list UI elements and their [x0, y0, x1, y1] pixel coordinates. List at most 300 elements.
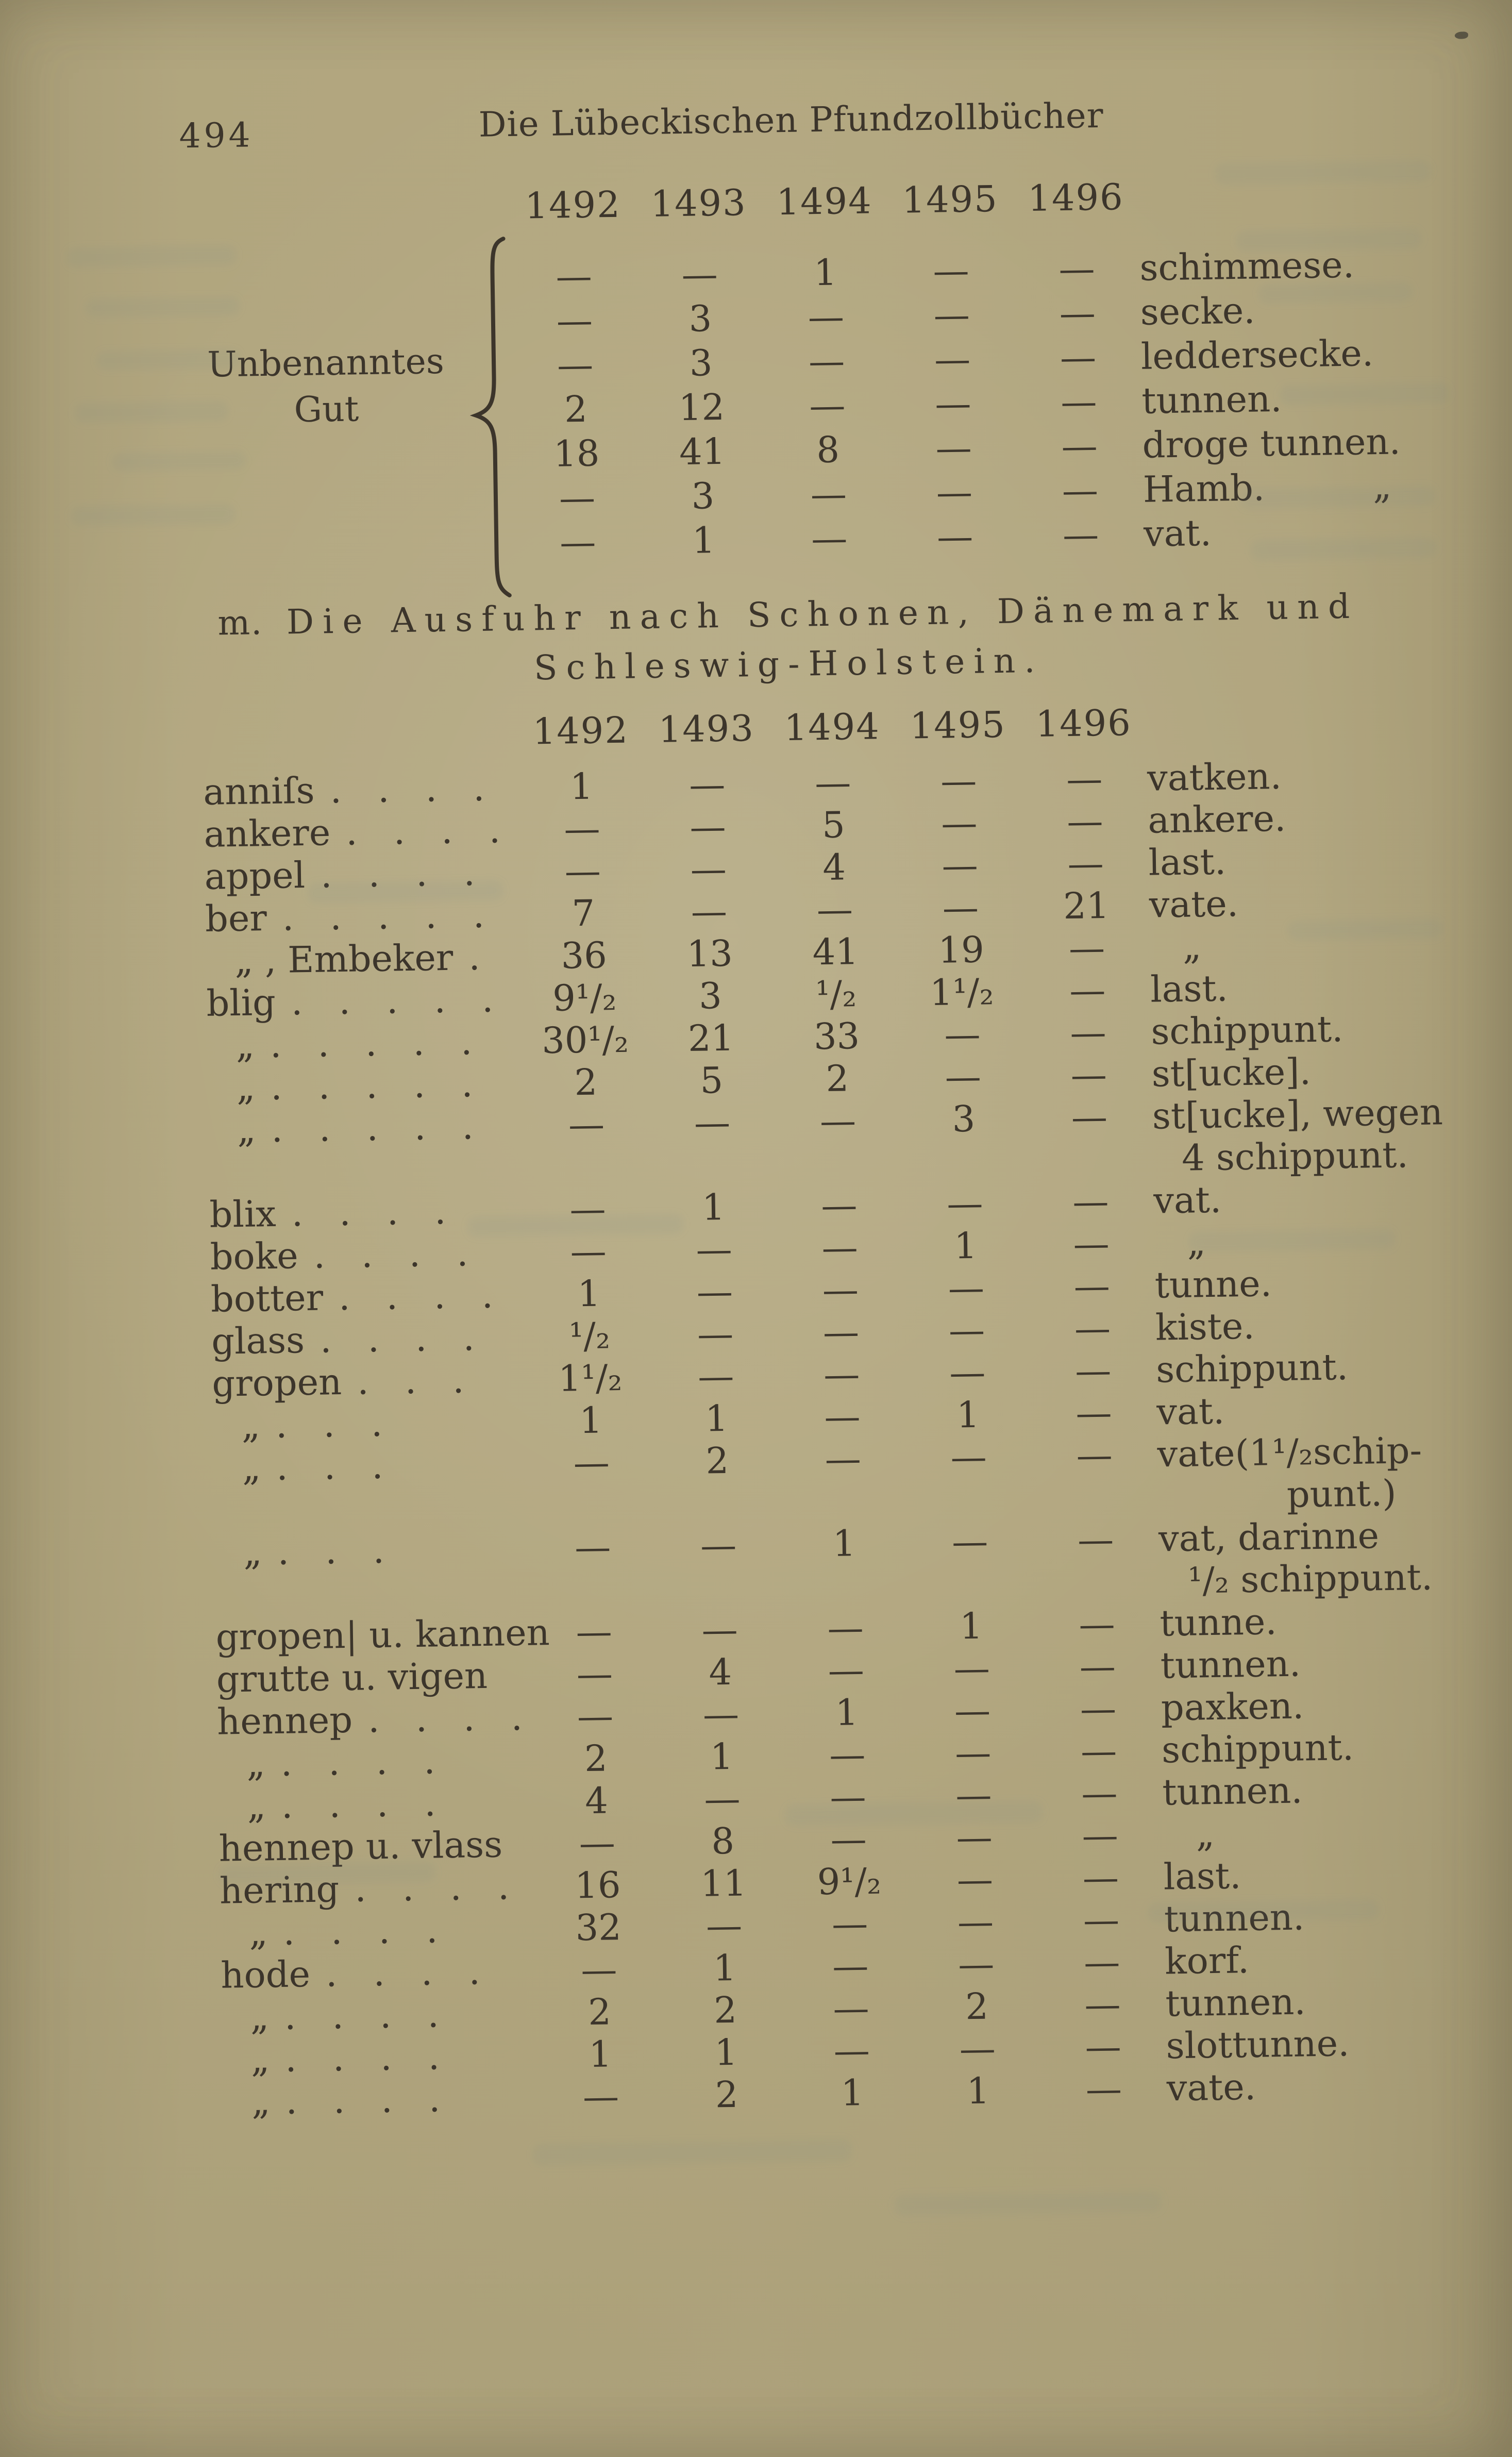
commodity-name: hennep u. vlass — [219, 1823, 503, 1870]
value-1492: 36 — [561, 934, 608, 977]
unit-label — [1149, 879, 1490, 926]
commodity-name: ankere — [204, 811, 331, 856]
unit-line1: slottunne. — [1166, 2022, 1350, 2067]
bleed-through-smudge — [1189, 1229, 1396, 1252]
value-1496: — — [1068, 926, 1105, 970]
value-1494: — — [810, 473, 847, 516]
leader-dots: . . . — [275, 1402, 384, 1446]
year-column-header: 1494 — [776, 179, 873, 224]
value-1495: — — [940, 759, 977, 803]
value-1494: — — [833, 2029, 870, 2072]
commodity-name: hering — [219, 1868, 340, 1912]
unit-line2: ¹/₂ schippunt. — [1187, 1556, 1433, 1602]
ink-speck — [1455, 31, 1468, 39]
value-1493: 3 — [698, 974, 723, 1017]
leader-dots: . . . . — [281, 1782, 438, 1827]
page-number: 494 — [178, 115, 254, 156]
value-1495: — — [956, 1858, 994, 1901]
year-column-header: 1495 — [901, 177, 999, 222]
unit-line1: tunnen. — [1160, 1642, 1301, 1687]
unit-label — [1163, 1851, 1505, 1898]
value-1496: — — [1074, 1349, 1112, 1392]
value-1492: 7 — [572, 892, 595, 935]
value-1494: — — [829, 1733, 866, 1777]
commodity-name: „ — [243, 1531, 263, 1574]
unit-label — [1154, 1259, 1496, 1307]
unit-label: leddersecke. — [1140, 332, 1374, 378]
value-1495: — — [954, 1731, 992, 1775]
value-1493: 8 — [711, 1819, 735, 1863]
value-1494: — — [808, 295, 845, 339]
value-1495: — — [949, 1351, 986, 1394]
value-1495: — — [957, 1900, 994, 1944]
value-1492: 1 — [579, 1399, 603, 1442]
commodity-name: „ — [248, 1911, 268, 1954]
unit-line1: vat, darinne — [1158, 1514, 1380, 1560]
running-title: Die Lübeckischen Pfundzollbücher — [478, 95, 1104, 145]
value-1496: — — [1058, 247, 1096, 291]
unit-line1: „ — [1186, 1221, 1206, 1264]
value-1495: — — [953, 1647, 990, 1690]
value-1495: — — [955, 1774, 993, 1817]
value-1495: — — [944, 1013, 981, 1056]
commodity-label — [214, 1527, 530, 1574]
bleed-through-smudge — [1287, 918, 1442, 940]
value-1496: — — [1066, 799, 1104, 843]
value-1493: 1 — [714, 2031, 738, 2074]
value-1493: 11 — [700, 1862, 747, 1905]
unit-line1: kiste. — [1155, 1305, 1255, 1349]
value-1496: — — [1076, 1433, 1113, 1477]
value-1493: — — [690, 847, 727, 891]
commodity-label — [206, 978, 522, 1025]
value-1492: — — [559, 521, 596, 564]
value-1495: — — [932, 249, 970, 292]
bleed-through-smudge — [85, 296, 240, 318]
value-1493: 1 — [692, 519, 716, 562]
value-1494: — — [823, 1353, 860, 1396]
value-1492: — — [580, 1948, 617, 1992]
value-1492: 1 — [577, 1272, 601, 1315]
year-column-header: 1493 — [650, 181, 747, 225]
value-1494: — — [816, 888, 853, 931]
value-1493: 5 — [699, 1059, 724, 1102]
value-1493: 3 — [688, 297, 712, 340]
value-1494: 2 — [825, 1057, 849, 1100]
commodity-label — [221, 1950, 536, 1997]
value-1495: — — [936, 515, 973, 558]
value-1494: — — [827, 1607, 864, 1650]
value-1494: — — [809, 384, 846, 427]
leader-dots: . . . . — [280, 1740, 436, 1784]
value-1492: — — [576, 1652, 613, 1696]
value-1494: — — [820, 1184, 858, 1227]
value-1492: 32 — [575, 1906, 622, 1949]
value-1492: 2 — [584, 1737, 608, 1780]
year-column-header: 1496 — [1035, 701, 1132, 745]
value-1493: 2 — [705, 1439, 729, 1482]
value-1492: — — [564, 849, 601, 893]
value-1495: 2 — [965, 1985, 989, 2028]
value-1492: 1 — [569, 765, 594, 808]
value-1492: 1¹/₂ — [558, 1356, 623, 1400]
value-1493: — — [702, 1693, 740, 1736]
value-1495: — — [942, 886, 979, 929]
value-1494: — — [811, 517, 848, 560]
commodity-name: grutte u. vigen — [216, 1654, 488, 1701]
value-1496: — — [1077, 1518, 1114, 1561]
bleed-through-smudge — [219, 1861, 436, 1885]
value-1495: — — [951, 1520, 988, 1563]
value-1494: 4 — [822, 846, 846, 889]
value-1492: — — [557, 343, 594, 387]
year-column-header: 1492 — [532, 709, 629, 753]
leader-dots: . . . . — [345, 809, 502, 854]
value-1496: — — [1072, 1222, 1110, 1265]
value-1492: 1 — [588, 2033, 612, 2076]
commodity-label — [212, 1400, 528, 1447]
value-1493: — — [700, 1524, 737, 1567]
unit-label: vat. — [1143, 511, 1212, 555]
leader-dots: . . . . . — [271, 1105, 475, 1150]
leader-dots: . . . . — [338, 1274, 495, 1319]
value-1495: — — [950, 1435, 987, 1479]
leader-dots: . . . . — [329, 766, 486, 812]
leader-dots: . . . . — [282, 1909, 439, 1953]
unit-label — [1155, 1301, 1497, 1349]
value-1494: — — [832, 1944, 869, 1988]
leader-dots: . — [468, 935, 482, 979]
value-1493: 1 — [701, 1185, 726, 1229]
commodity-name: „ , Embeker — [234, 936, 453, 982]
value-1496: — — [1085, 2025, 1122, 2068]
value-1494: — — [830, 1818, 867, 1861]
bleed-through-smudge — [1236, 228, 1422, 252]
bleed-through-smudge — [894, 2191, 1163, 2217]
value-1492: — — [582, 2075, 619, 2118]
value-1494: 9¹/₂ — [817, 1860, 882, 1903]
unit-label — [1151, 1048, 1493, 1095]
unit-label — [1160, 1597, 1501, 1645]
bleed-through-smudge — [70, 504, 236, 527]
value-1493: — — [705, 1904, 743, 1947]
unit-label — [1163, 1809, 1504, 1856]
leader-dots: . . . . — [320, 851, 477, 896]
commodity-label — [204, 809, 519, 856]
value-1496: — — [1066, 757, 1103, 801]
value-1495: 3 — [952, 1097, 976, 1141]
value-1496: — — [1079, 1645, 1116, 1688]
unit-label — [1161, 1682, 1502, 1729]
unit-line1: tunnen. — [1164, 1896, 1305, 1941]
value-1496: — — [1062, 513, 1099, 557]
unit-label — [1157, 1428, 1499, 1518]
value-1492: 4 — [584, 1779, 609, 1823]
unit-line1: vate(1¹/₂schip- — [1157, 1429, 1422, 1476]
value-1496: — — [1083, 1898, 1120, 1942]
value-1496: — — [1069, 968, 1106, 1012]
commodity-label — [208, 1105, 524, 1151]
value-1496: — — [1071, 1095, 1108, 1139]
value-1493: — — [691, 890, 728, 933]
value-1496: — — [1059, 292, 1096, 335]
bleed-through-smudge — [1240, 486, 1436, 509]
unit-label — [1153, 1175, 1495, 1222]
value-1493: 3 — [689, 342, 713, 385]
bleed-through-smudge — [1258, 282, 1414, 304]
commodity-label — [222, 2077, 538, 2124]
unit-label — [1156, 1344, 1498, 1391]
value-1493: 13 — [686, 932, 733, 975]
commodity-label — [221, 1992, 537, 2039]
value-1495: — — [945, 1055, 982, 1098]
value-1492: 2 — [574, 1061, 598, 1104]
value-1493: 1 — [713, 1946, 737, 1990]
value-1496: — — [1083, 1941, 1120, 1984]
value-1492: — — [576, 1610, 613, 1653]
value-1493: 12 — [678, 386, 725, 429]
value-1494: — — [821, 1226, 859, 1269]
unit-line1: tunnen. — [1162, 1769, 1303, 1814]
unit-label — [1166, 2020, 1507, 2067]
value-1496: — — [1082, 1856, 1119, 1899]
unit-line1: vat. — [1153, 1178, 1222, 1222]
value-1495: 1¹/₂ — [929, 971, 995, 1014]
unit-line1: „ — [1182, 925, 1202, 968]
leader-dots: . . . . — [284, 1993, 441, 2038]
leader-dots: . . . . . — [270, 1021, 474, 1066]
unit-line1: vat. — [1156, 1390, 1225, 1433]
unit-label — [1148, 794, 1489, 842]
commodity-name: appel — [204, 854, 306, 898]
value-1495: — — [948, 1266, 985, 1310]
value-1495: — — [934, 338, 971, 381]
group-label-line1: Unbenanntes — [207, 341, 445, 386]
value-1495: — — [933, 293, 970, 337]
value-1493: 2 — [715, 2073, 738, 2116]
value-1495: — — [946, 1182, 984, 1225]
value-1494: — — [832, 1986, 870, 2030]
value-1496: — — [1084, 1983, 1121, 2026]
unit-label: tunnen. — [1141, 377, 1283, 422]
unit-line1: tunne. — [1159, 1600, 1278, 1645]
value-1496: — — [1080, 1687, 1117, 1730]
value-1492: 2 — [587, 1991, 612, 2034]
commodity-label — [218, 1781, 534, 1828]
value-1495: — — [956, 1816, 993, 1859]
unit-label — [1165, 1935, 1506, 1983]
value-1492: — — [574, 1526, 611, 1569]
value-1495: 19 — [937, 928, 985, 972]
value-1492: 18 — [553, 432, 600, 475]
value-1492: — — [563, 807, 601, 850]
value-1494: 5 — [821, 804, 846, 847]
commodity-name: „ — [236, 1066, 256, 1109]
value-1495: — — [934, 382, 971, 425]
commodity-name: „ — [250, 1996, 270, 2038]
group-brace — [467, 237, 516, 598]
unit-line1: st[ucke], wegen — [1152, 1091, 1443, 1138]
value-1492: 16 — [574, 1864, 621, 1907]
commodity-label — [210, 1274, 526, 1321]
leader-dots: . . . . — [367, 1696, 524, 1741]
value-1496: — — [1062, 469, 1099, 512]
value-1492: — — [573, 1441, 610, 1484]
leader-dots: . . . . — [313, 1232, 469, 1277]
section-letter: m. — [217, 603, 263, 643]
unit-line1: ankere. — [1147, 797, 1286, 842]
value-1494: 1 — [813, 251, 837, 294]
value-1493: 4 — [708, 1650, 732, 1694]
value-1494: — — [822, 1268, 859, 1312]
unit-label — [1151, 1006, 1492, 1053]
unit-label — [1166, 2062, 1508, 2110]
value-1495: 1 — [959, 1604, 983, 1648]
leader-dots: . . . . — [325, 1950, 482, 1995]
unit-label — [1156, 1386, 1498, 1433]
unit-label — [1152, 1090, 1494, 1180]
unit-label: secke. — [1140, 289, 1256, 333]
unit-line1: vatken. — [1147, 755, 1282, 799]
commodity-label — [217, 1696, 533, 1743]
unit-line1: last. — [1148, 840, 1227, 884]
value-1493: 3 — [691, 475, 715, 517]
unit-line1: korf. — [1164, 1939, 1250, 1983]
value-1493: — — [688, 763, 726, 806]
unit-line1: paxken. — [1161, 1684, 1304, 1729]
value-1494: — — [819, 1099, 856, 1143]
unit-label — [1147, 752, 1489, 799]
unit-line1: tunnen. — [1165, 1980, 1306, 2025]
bleed-through-smudge — [1280, 382, 1450, 406]
value-1492: — — [569, 1188, 607, 1231]
unit-label — [1162, 1724, 1503, 1771]
unit-line1: tunne. — [1154, 1262, 1272, 1307]
commodity-name: anniſs — [203, 769, 315, 813]
year-column-header: 1492 — [524, 183, 621, 227]
leader-dots: . . . . — [285, 2078, 442, 2122]
commodity-name: „ — [242, 1446, 261, 1489]
value-1492: — — [556, 299, 593, 342]
value-1495: — — [935, 426, 972, 470]
value-1492: — — [559, 476, 596, 520]
value-1496: — — [1073, 1264, 1111, 1308]
unit-line1: „ — [1195, 1812, 1215, 1856]
value-1495: 1 — [956, 1393, 980, 1436]
value-1496: 21 — [1063, 884, 1110, 928]
value-1496: — — [1074, 1307, 1111, 1350]
commodity-name: „ — [246, 1742, 266, 1785]
leader-dots: . . . . . — [291, 978, 495, 1024]
value-1496: — — [1072, 1180, 1109, 1223]
unit-label — [1158, 1513, 1500, 1602]
commodity-label — [215, 1611, 550, 1659]
commodity-name: ber — [205, 897, 267, 940]
unit-label: Hamb. „ — [1143, 464, 1392, 511]
leader-dots: . . . . — [291, 1190, 447, 1235]
bleed-through-smudge — [1251, 537, 1437, 560]
group-label-line2: Gut — [294, 389, 359, 431]
value-1492: — — [579, 1821, 616, 1865]
commodity-name: blix — [209, 1192, 277, 1236]
bleed-through-smudge — [96, 349, 241, 371]
section-heading-line2: Schleswig-Holstein. — [533, 640, 1045, 688]
value-1493: — — [694, 1101, 731, 1144]
commodity-name: gropen — [211, 1361, 342, 1405]
value-1493: — — [701, 1608, 738, 1651]
value-1496: — — [1078, 1602, 1116, 1646]
value-1495: — — [942, 844, 979, 887]
value-1493: — — [681, 253, 718, 296]
commodity-label — [217, 1739, 533, 1785]
value-1496: — — [1060, 336, 1097, 379]
bleed-through-smudge — [1148, 1899, 1380, 1923]
value-1496: — — [1080, 1729, 1117, 1773]
unit-label: droge tunnen. — [1142, 420, 1401, 466]
commodity-name: hode — [220, 1953, 311, 1997]
commodity-name: „ — [237, 1108, 256, 1151]
commodity-name: gropen| u. kannen — [215, 1611, 550, 1659]
bleed-through-smudge — [785, 1801, 1044, 1826]
value-1494: — — [824, 1395, 861, 1439]
bleed-through-smudge — [112, 451, 246, 472]
value-1495: — — [948, 1309, 985, 1352]
value-1492: — — [568, 1103, 605, 1146]
value-1493: 1 — [704, 1397, 729, 1440]
bleed-through-smudge — [532, 2138, 852, 2166]
value-1496: — — [1067, 842, 1104, 885]
unit-line2: punt.) — [1286, 1472, 1397, 1516]
year-column-header: 1495 — [909, 703, 1006, 747]
value-1495: — — [959, 2027, 996, 2070]
value-1496: — — [1069, 1011, 1107, 1054]
value-1494: — — [808, 340, 845, 383]
unit-line1: vate. — [1149, 882, 1239, 926]
value-1496: — — [1085, 2067, 1122, 2111]
value-1496: — — [1075, 1391, 1113, 1434]
value-1494: 1 — [841, 2071, 864, 2114]
value-1495: 1 — [953, 1224, 978, 1267]
value-1493: — — [703, 1777, 741, 1820]
bleed-through-smudge — [74, 400, 229, 423]
leader-dots: . . . — [276, 1444, 384, 1489]
bleed-through-smudge — [467, 1213, 684, 1237]
value-1494: — — [825, 1438, 862, 1481]
commodity-name: „ — [236, 1024, 255, 1066]
value-1493: — — [696, 1228, 733, 1271]
value-1496: — — [1070, 1053, 1107, 1096]
value-1495: — — [940, 801, 978, 845]
commodity-name: „ — [251, 2080, 271, 2123]
value-1494: — — [829, 1776, 867, 1819]
commodity-name: „ — [250, 2038, 270, 2081]
commodity-name: boke — [210, 1234, 299, 1278]
unit-line1: schippunt. — [1155, 1346, 1349, 1391]
value-1495: — — [936, 471, 973, 514]
commodity-label — [207, 1020, 523, 1067]
value-1493: 41 — [679, 430, 726, 474]
value-1493: — — [697, 1355, 734, 1398]
commodity-label — [211, 1316, 527, 1363]
section-title-line1: Die Ausfuhr nach Schonen, Dänemark und — [286, 586, 1359, 642]
unit-label — [1148, 837, 1490, 884]
commodity-name: hennep — [216, 1698, 353, 1743]
value-1493: — — [689, 805, 727, 848]
unit-line1: last. — [1163, 1854, 1241, 1898]
value-1492: 30¹/₂ — [541, 1018, 629, 1062]
unit-line2: 4 schippunt. — [1181, 1133, 1409, 1179]
commodity-label — [203, 766, 519, 813]
